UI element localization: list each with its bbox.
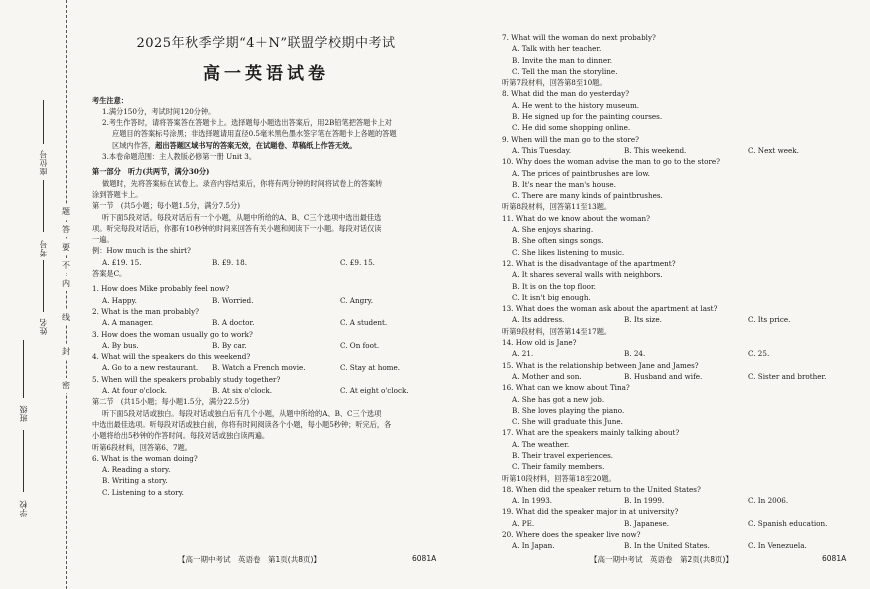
class-line [23, 340, 24, 398]
option: A. Reading a story. [102, 465, 171, 475]
note-emphasis: 超出答题区域书写的答案无效，在试题卷、草稿纸上作答无效。 [155, 140, 357, 150]
part1-intro: 做题时，先将答案标在试卷上。录音内容结束后，你将有两分钟的时间将试卷上的答案转 [102, 178, 383, 188]
option: B. This weekend. [624, 145, 687, 155]
seal-dashed-line [66, 0, 67, 589]
option: C. She likes listening to music. [512, 247, 625, 257]
exam-no-label: 考号 [39, 240, 48, 257]
option: B. £9. 18. [212, 257, 247, 267]
option: C. Their family members. [512, 462, 605, 472]
name-line [43, 260, 44, 312]
page1-code: 6081A [412, 554, 437, 563]
material-note: 听第10段材料，回答第18至20题。 [502, 473, 616, 483]
option: B. Invite the man to dinner. [512, 55, 613, 65]
question: 19. What did the speaker major in at university? [502, 507, 679, 517]
option: A. He went to the history museum. [512, 100, 640, 110]
option: C. Angry. [340, 295, 374, 305]
options [502, 145, 842, 156]
options [92, 340, 440, 351]
question: 15. What is the relationship between Jane and James? [502, 360, 699, 370]
seat-no-line [43, 100, 44, 144]
seal-char: 封 [56, 344, 76, 359]
option: B. She often sings songs. [512, 236, 604, 246]
options [502, 495, 842, 506]
options [502, 518, 842, 529]
option: A. The prices of paintbrushes are low. [512, 168, 650, 178]
option: C. £9. 15. [340, 257, 375, 267]
option: C. She will graduate this June. [512, 417, 623, 427]
note-line: 2.考生作答时，请将答案答在答题卡上。选择题每小题选出答案后，用2B铅笔把答题卡上对 [102, 118, 392, 128]
option: B. He signed up for the painting courses. [512, 112, 663, 122]
options [502, 348, 842, 359]
name-label: 姓名 [39, 318, 48, 335]
option: B. Husband and wife. [624, 371, 703, 381]
option: C. In Venezuela. [748, 541, 807, 551]
note-line: 应题目的答案标号涂黑；非选择题请用直径0.5毫米黑色墨水签字笔在答题卡上各题的答题 [112, 129, 397, 139]
school-line [23, 430, 24, 492]
section2-intro: 小题将给出5秒钟的作答时间。每段对话或独白读两遍。 [92, 431, 270, 441]
question: 17. What are the speakers mainly talking about? [502, 428, 680, 438]
question: 11. What do we know about the woman? [502, 213, 650, 223]
question: 1. How does Mike probably feel now? [92, 284, 230, 294]
option: C. It isn't big enough. [512, 292, 591, 302]
question: 2. What is the man probably? [92, 306, 200, 316]
option: B. In the United States. [624, 541, 710, 551]
option: C. In 2006. [748, 496, 789, 506]
page-1 [92, 38, 440, 498]
option: A. She has got a new job. [512, 394, 605, 404]
options [502, 540, 842, 551]
option: C. Tell the man the storyline. [512, 66, 618, 76]
option: C. Sister and brother. [748, 371, 827, 381]
question: 9. When will the man go to the store? [502, 134, 639, 144]
example-question: 例：How much is the shirt? [92, 246, 191, 256]
question: 12. What is the disadvantage of the apartment? [502, 258, 676, 268]
note-line: 3.本卷命题范围：主人教版必修第一册 Unit 3。 [102, 152, 257, 162]
option: A. It shares several walls with neighbors. [512, 270, 663, 280]
option: A. Happy. [102, 295, 137, 305]
option: B. Its size. [624, 315, 662, 325]
option: B. In 1999. [624, 496, 665, 506]
options [92, 317, 440, 328]
seal-char: 要 [56, 240, 76, 255]
question: 7. What will the woman do next probably? [502, 33, 656, 42]
option: B. She loves playing the piano. [512, 405, 625, 415]
option: A. 21. [512, 349, 534, 359]
material-note: 听第6段材料，回答第6、7题。 [92, 442, 192, 452]
seal-char: 内 [56, 276, 76, 291]
options [92, 362, 440, 373]
section2-intro: 听下面5段对话或独白。每段对话或独白后有几个小题，从题中所给的A、B、C三个选项 [102, 408, 382, 418]
option: C. 25. [748, 349, 770, 359]
option: C. Stay at home. [340, 363, 401, 373]
option: A. Mother and son. [512, 371, 582, 381]
option: A. Its address. [512, 315, 565, 325]
question: 10. Why does the woman advise the man to go to the store? [502, 157, 721, 167]
option: B. At six o'clock. [212, 386, 273, 396]
page2-code: 6081A [822, 554, 847, 563]
option: A. In Japan. [512, 541, 555, 551]
option: A. PE. [512, 518, 535, 528]
binding-strip [0, 0, 82, 589]
option: B. 24. [624, 349, 646, 359]
seat-no-label: 座位号 [39, 150, 48, 176]
options [92, 295, 440, 306]
option: B. Their travel experiences. [512, 450, 614, 460]
seal-char: 题 [56, 204, 76, 219]
class-label: 班级 [19, 405, 28, 422]
option: B. It's near the man's house. [512, 179, 616, 189]
option: A. Go to a new restaurant. [102, 363, 199, 373]
option: A. £19. 15. [102, 257, 142, 267]
school-label: 学校 [19, 500, 28, 517]
part1-heading: 第一部分 听力(共两节，满分30分) [92, 167, 210, 177]
option: B. By car. [212, 340, 247, 350]
question: 16. What can we know about Tina? [502, 383, 630, 393]
page-2 [502, 32, 842, 552]
exam-title: 2025年秋季学期“4＋N”联盟学校期中考试 [136, 36, 396, 51]
material-note: 听第8段材料，回答第11至13题。 [502, 202, 612, 212]
section1-intro: 听下面5段对话。每段对话后有一个小题，从题中所给的A、B、C三个选项中选出最佳选 [102, 212, 382, 222]
option: B. Writing a story. [102, 476, 168, 486]
option: C. There are many kinds of paintbrushes. [512, 191, 663, 201]
option: C. Next week. [748, 145, 799, 155]
section2-heading: 第二节 (共15小题；每小题1.5分，满分22.5分) [92, 397, 250, 407]
question: 13. What does the woman ask about the apartment at last? [502, 304, 718, 314]
option: A. In 1993. [512, 496, 553, 506]
material-note: 听第9段材料，回答第14至17题。 [502, 326, 612, 336]
exam-no-line [43, 180, 44, 232]
seal-char: 密 [56, 378, 76, 393]
subject-title: 高一英语试卷 [203, 64, 329, 85]
section1-intro: 一遍。 [92, 235, 114, 245]
option: C. He did some shopping online. [512, 123, 631, 133]
option: C. Spanish education. [748, 518, 828, 528]
option: B. A doctor. [212, 318, 255, 328]
options [502, 371, 842, 382]
options [502, 314, 842, 325]
section1-intro: 项。听完每段对话后，你都有10秒钟的时间来回答有关小题和阅读下一小题。每段对话仅读 [92, 223, 382, 233]
notes-heading: 考生注意： [92, 95, 128, 105]
example-answer: 答案是C。 [92, 269, 127, 279]
option: C. Listening to a story. [102, 487, 184, 497]
seal-char: 不 [56, 258, 76, 273]
material-note: 听第7段材料，回答第8至10题。 [502, 78, 607, 88]
question: 3. How does the woman usually go to work? [92, 329, 253, 339]
option: A. By bus. [102, 340, 139, 350]
option: A. She enjoys sharing. [512, 225, 594, 235]
question: 8. What did the man do yesterday? [502, 89, 630, 99]
page2-footer: 【高一期中考试 英语卷 第2页(共8页)】 [590, 555, 733, 564]
example-options [92, 257, 440, 268]
option: A. Talk with her teacher. [512, 44, 602, 54]
option: B. Japanese. [624, 518, 670, 528]
part1-intro: 涂到答题卡上。 [92, 189, 143, 199]
option: C. On foot. [340, 340, 380, 350]
option: A. At four o'clock. [102, 386, 167, 396]
option: B. Watch a French movie. [212, 363, 306, 373]
question: 4. What will the speakers do this weekend? [92, 352, 251, 362]
section2-intro: 中选出最佳选项。听每段对话或独白前，你将有时间阅读各个小题，每小题5秒钟；听完后，各 [92, 419, 392, 429]
note-line: 区域内作答，超出答题区域书写的答案无效，在试题卷、草稿纸上作答无效。 [112, 140, 357, 150]
question: 6. What is the woman doing? [92, 453, 198, 463]
page1-footer: 【高一期中考试 英语卷 第1页(共8页)】 [178, 555, 321, 564]
option: C. Its price. [748, 315, 791, 325]
options [92, 385, 440, 396]
option: A. This Tuesday. [512, 145, 572, 155]
option: B. It is on the top floor. [512, 281, 596, 291]
question: 18. When did the speaker return to the United States? [502, 484, 701, 494]
seal-char: 线 [56, 310, 76, 325]
seal-char: 答 [56, 222, 76, 237]
question: 5. When will the speakers probably study together? [92, 374, 281, 384]
question: 14. How old is Jane? [502, 338, 577, 348]
option: A. A manager. [102, 318, 154, 328]
note-line: 1.满分150分，考试时间120分钟。 [102, 106, 216, 116]
option: A. The weather. [512, 439, 570, 449]
option: C. A student. [340, 318, 388, 328]
option: B. Worried. [212, 295, 254, 305]
option: C. At eight o'clock. [340, 386, 409, 396]
section1-heading: 第一节 (共5小题；每小题1.5分，满分7.5分) [92, 201, 241, 211]
question: 20. Where does the speaker live now? [502, 530, 641, 540]
